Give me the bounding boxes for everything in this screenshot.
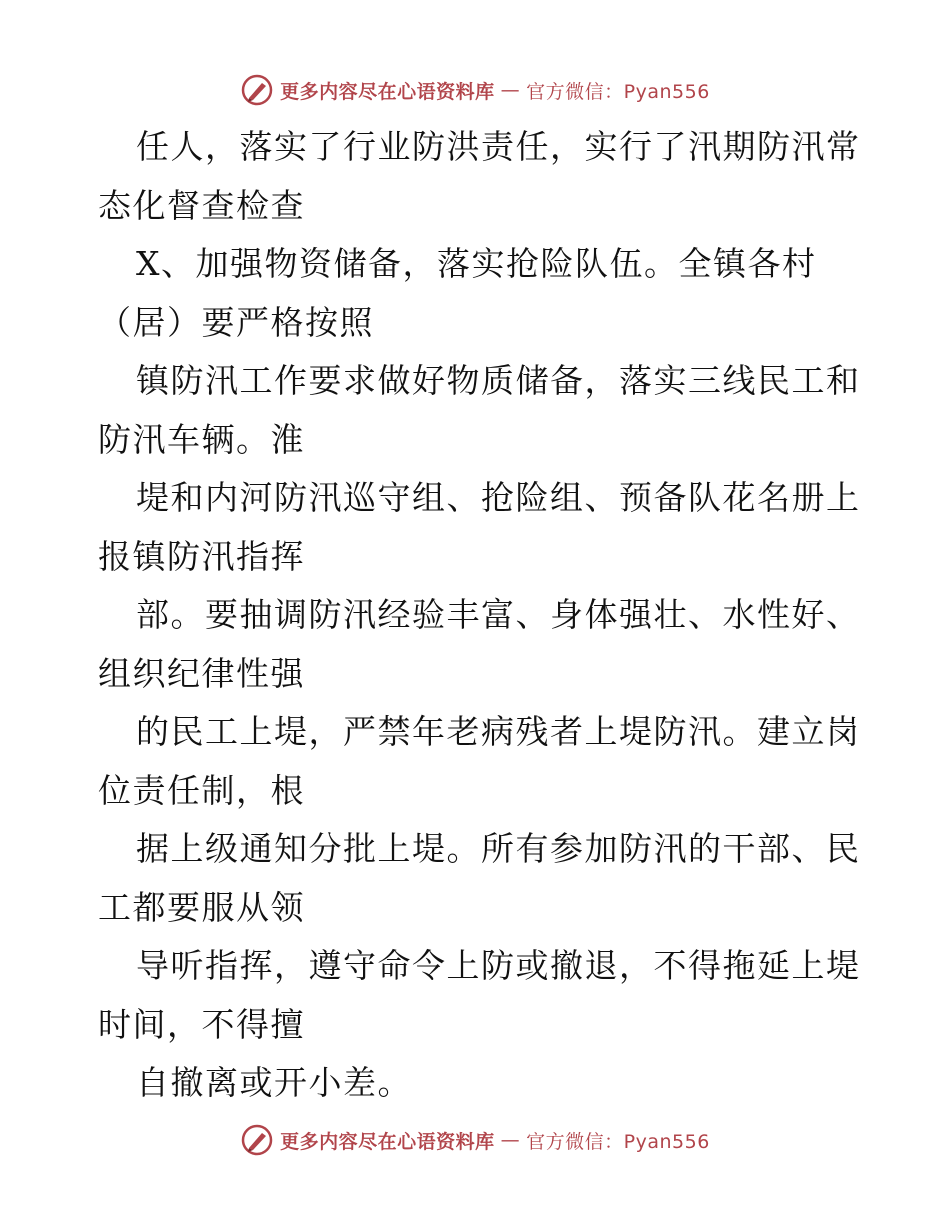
text-line: 堤和内河防汛巡守组、抢险组、预备队花名册上 xyxy=(136,478,861,517)
text-line: 镇防汛工作要求做好物质储备，落实三线民工和 xyxy=(136,361,861,400)
text-line: 防汛车辆。淮 xyxy=(98,419,305,459)
text-line: 态化督查检查 xyxy=(98,185,305,225)
text-line: 工都要服从领 xyxy=(98,887,305,927)
text-line: X、加强物资储备，落实抢险队伍。全镇各村 xyxy=(136,244,817,283)
text-line: 的民工上堤，严禁年老病残者上堤防汛。建立岗 xyxy=(136,712,861,751)
watermark-brand: 更多内容尽在心语资料库 xyxy=(280,80,495,103)
watermark-contact: 官方微信：Pyan556 xyxy=(526,1130,710,1153)
text-line: 组织纪律性强 xyxy=(98,653,305,693)
text-line: 自撤离或开小差。 xyxy=(136,1063,412,1102)
watermark-brand: 更多内容尽在心语资料库 xyxy=(280,1130,495,1153)
pen-logo-icon xyxy=(240,1123,274,1157)
text-line: 导听指挥，遵守命令上防或撤退，不得拖延上堤 xyxy=(136,946,861,985)
body-text xyxy=(98,118,861,1113)
text-line: 时间，不得擅 xyxy=(98,1004,305,1044)
watermark-separator: — xyxy=(500,79,521,101)
watermark-separator: — xyxy=(500,1129,521,1151)
watermark-contact: 官方微信：Pyan556 xyxy=(526,80,710,103)
text-line: 部。要抽调防汛经验丰富、身体强壮、水性好、 xyxy=(136,595,861,634)
text-line: 报镇防汛指挥 xyxy=(98,536,305,576)
pen-logo-icon xyxy=(240,73,274,107)
text-line: （居）要严格按照 xyxy=(98,302,374,342)
text-line: 位责任制，根 xyxy=(98,770,305,810)
text-line: 据上级通知分批上堤。所有参加防汛的干部、民 xyxy=(136,829,861,868)
header-watermark xyxy=(0,70,950,110)
footer-watermark xyxy=(0,1120,950,1160)
text-line: 任人，落实了行业防洪责任，实行了汛期防汛常 xyxy=(136,127,861,166)
